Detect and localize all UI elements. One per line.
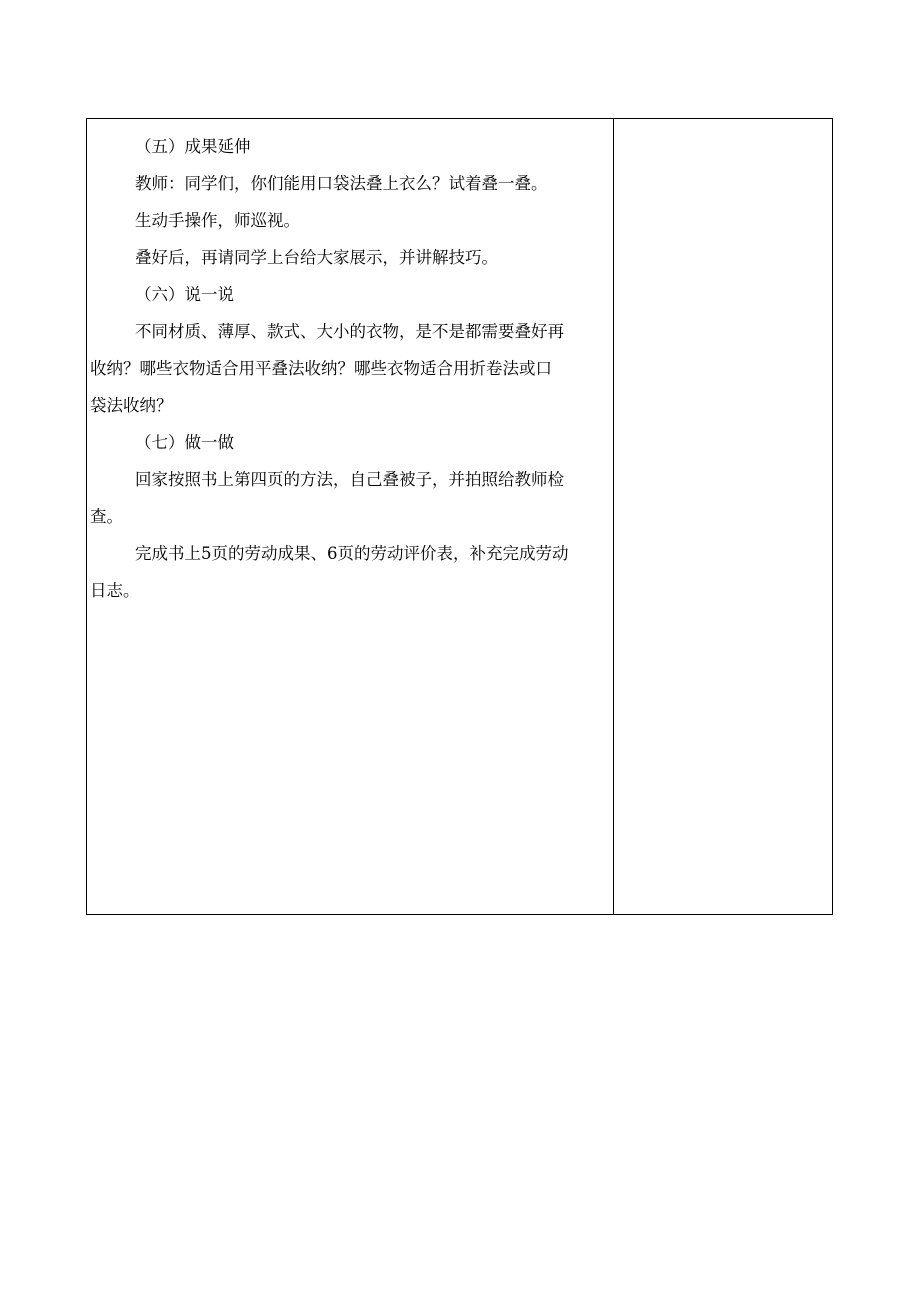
section-7-heading: （七）做一做 [135, 433, 234, 452]
paragraph-line: 袋法收纳？ [90, 396, 173, 415]
paragraph-line: 叠好后，再请同学上台给大家展示，并讲解技巧。 [135, 248, 498, 267]
notes-cell [614, 119, 832, 914]
paragraph-line: 日志。 [90, 581, 140, 600]
teaching-process-cell [87, 119, 614, 914]
paragraph-line: 收纳？哪些衣物适合用平叠法收纳？哪些衣物适合用折卷法或口 [90, 359, 552, 378]
paragraph-line: 查。 [90, 507, 123, 526]
section-5-heading: （五）成果延伸 [135, 137, 251, 156]
paragraph-line: 教师：同学们，你们能用口袋法叠上衣么？试着叠一叠。 [135, 174, 548, 193]
paragraph-line: 生动手操作，师巡视。 [135, 211, 300, 230]
paragraph-line: 完成书上5页的劳动成果、6页的劳动评价表，补充完成劳动 [135, 544, 569, 563]
section-6-heading: （六）说一说 [135, 285, 234, 304]
lesson-plan-table [86, 118, 833, 915]
paragraph-line: 回家按照书上第四页的方法，自己叠被子，并拍照给教师检 [135, 470, 564, 489]
paragraph-line: 不同材质、薄厚、款式、大小的衣物，是不是都需要叠好再 [135, 322, 564, 341]
